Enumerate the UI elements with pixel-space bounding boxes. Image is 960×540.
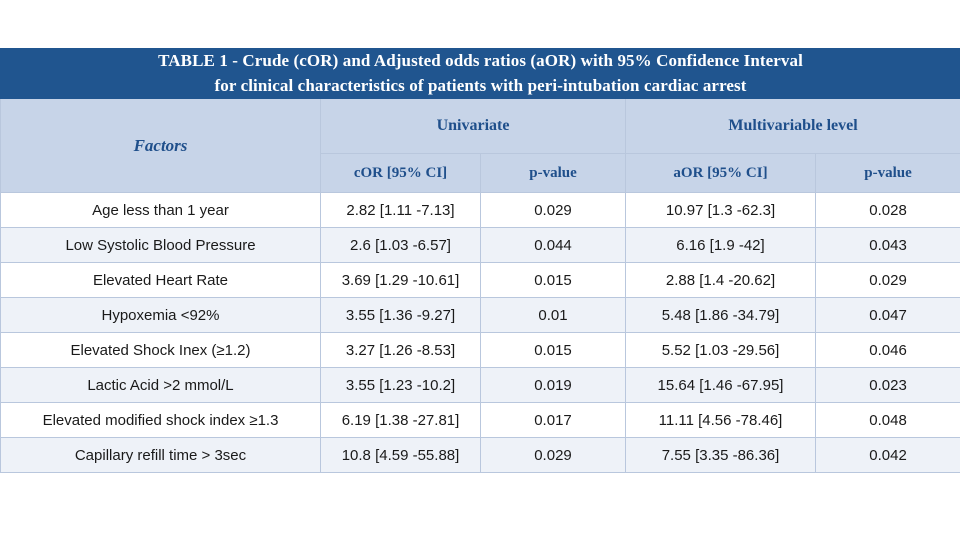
row-factor: Hypoxemia <92% <box>1 298 321 333</box>
table-row <box>1 193 960 228</box>
row-pvalue-univariate: 0.029 <box>481 193 626 228</box>
row-aor: 5.52 [1.03 -29.56] <box>626 333 816 368</box>
row-factor: Low Systolic Blood Pressure <box>1 228 321 263</box>
table-row <box>1 228 960 263</box>
row-cor: 2.6 [1.03 -6.57] <box>321 228 481 263</box>
row-pvalue-multivariable: 0.028 <box>816 193 960 228</box>
header-cor: cOR [95% CI] <box>321 154 481 193</box>
row-cor: 6.19 [1.38 -27.81] <box>321 403 481 438</box>
header-pvalue-univariate: p-value <box>481 154 626 193</box>
row-aor: 6.16 [1.9 -42] <box>626 228 816 263</box>
row-factor: Elevated Shock Inex (≥1.2) <box>1 333 321 368</box>
row-pvalue-multivariable: 0.023 <box>816 368 960 403</box>
table-row <box>1 263 960 298</box>
table-title-line-2: for clinical characteristics of patients with peri-intubation cardiac arrest <box>214 75 747 95</box>
row-pvalue-univariate: 0.029 <box>481 438 626 473</box>
row-factor: Age less than 1 year <box>1 193 321 228</box>
row-pvalue-multivariable: 0.048 <box>816 403 960 438</box>
row-pvalue-univariate: 0.015 <box>481 263 626 298</box>
row-pvalue-univariate: 0.019 <box>481 368 626 403</box>
row-pvalue-multivariable: 0.042 <box>816 438 960 473</box>
header-aor: aOR [95% CI] <box>626 154 816 193</box>
row-pvalue-univariate: 0.01 <box>481 298 626 333</box>
row-factor: Capillary refill time > 3sec <box>1 438 321 473</box>
row-aor: 2.88 [1.4 -20.62] <box>626 263 816 298</box>
row-aor: 10.97 [1.3 -62.3] <box>626 193 816 228</box>
row-factor: Elevated Heart Rate <box>1 263 321 298</box>
row-cor: 3.69 [1.29 -10.61] <box>321 263 481 298</box>
row-cor: 3.55 [1.36 -9.27] <box>321 298 481 333</box>
row-pvalue-univariate: 0.017 <box>481 403 626 438</box>
results-table-container <box>0 48 960 473</box>
row-pvalue-multivariable: 0.046 <box>816 333 960 368</box>
row-pvalue-univariate: 0.015 <box>481 333 626 368</box>
header-group-univariate: Univariate <box>321 99 626 154</box>
table-title-row <box>1 49 960 99</box>
row-pvalue-univariate: 0.044 <box>481 228 626 263</box>
table-row <box>1 438 960 473</box>
row-factor: Elevated modified shock index ≥1.3 <box>1 403 321 438</box>
row-factor: Lactic Acid >2 mmol/L <box>1 368 321 403</box>
row-pvalue-multivariable: 0.047 <box>816 298 960 333</box>
table-row <box>1 368 960 403</box>
table-row <box>1 333 960 368</box>
row-aor: 7.55 [3.35 -86.36] <box>626 438 816 473</box>
table-row <box>1 298 960 333</box>
row-pvalue-multivariable: 0.043 <box>816 228 960 263</box>
header-group-multivariable: Multivariable level <box>626 99 960 154</box>
row-aor: 5.48 [1.86 -34.79] <box>626 298 816 333</box>
results-table <box>0 48 960 473</box>
row-cor: 3.55 [1.23 -10.2] <box>321 368 481 403</box>
row-pvalue-multivariable: 0.029 <box>816 263 960 298</box>
table-title-line-1: TABLE 1 - Crude (cOR) and Adjusted odds ratios (aOR) with 95% Confidence Interval <box>158 51 803 70</box>
row-aor: 15.64 [1.46 -67.95] <box>626 368 816 403</box>
table-title <box>1 49 960 99</box>
row-cor: 2.82 [1.11 -7.13] <box>321 193 481 228</box>
table-row <box>1 403 960 438</box>
table-header-group-row <box>1 99 960 154</box>
header-factors: Factors <box>1 99 321 193</box>
row-aor: 11.11 [4.56 -78.46] <box>626 403 816 438</box>
row-cor: 3.27 [1.26 -8.53] <box>321 333 481 368</box>
row-cor: 10.8 [4.59 -55.88] <box>321 438 481 473</box>
header-pvalue-multivariable: p-value <box>816 154 960 193</box>
